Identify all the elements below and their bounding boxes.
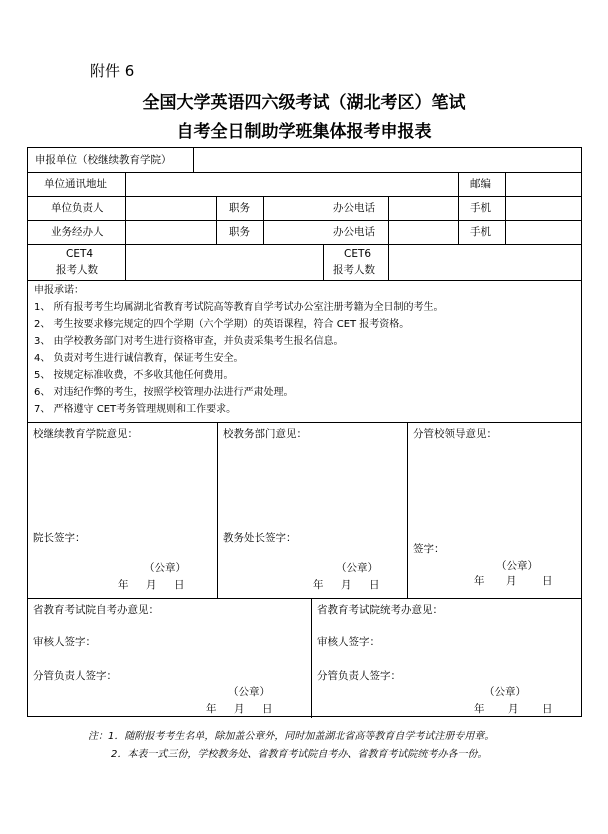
attachment-label: 附件 6 [90, 62, 135, 80]
applicant-unit-field[interactable] [200, 151, 570, 169]
postcode-label: 邮编 [470, 178, 491, 190]
cet4-count-field[interactable] [130, 247, 318, 277]
address-label: 单位通讯地址 [44, 178, 107, 190]
unit-head-phone-label: 办公电话 [333, 202, 375, 214]
unit-head-mobile-field[interactable] [510, 199, 576, 217]
examdept-opinion-label: 省教育考试院统考办意见： [317, 604, 443, 616]
leader-signature-label: 签字： [413, 543, 445, 555]
college-seal-label: （公章） [144, 562, 186, 574]
leader-day-label: 日 [542, 575, 553, 587]
cet4-label: CET4 [66, 248, 94, 260]
col-divider [217, 422, 218, 598]
unit-head-field[interactable] [130, 199, 212, 217]
leader-month-label: 月 [506, 575, 517, 587]
leader-year-label: 年 [474, 575, 485, 587]
handler-mobile-field[interactable] [510, 223, 576, 241]
applicant-unit-label: 申报单位（校继续教育学院） [35, 154, 172, 166]
academic-year-label: 年 [313, 579, 324, 591]
col-divider [458, 172, 459, 244]
handler-mobile-label: 手机 [470, 226, 491, 238]
pledge-item: 7、 严格遵守 CET考务管理规则和工作要求。 [34, 404, 237, 415]
academic-day-label: 日 [369, 579, 380, 591]
academic-signature-label: 教务处长签字： [223, 532, 297, 544]
handler-phone-label: 办公电话 [333, 226, 375, 238]
col-divider [125, 172, 126, 280]
college-opinion-label: 校继续教育学院意见： [33, 428, 138, 440]
cet6-label: CET6 [344, 248, 372, 260]
col-divider [311, 598, 312, 718]
pledge-item: 2、 考生按要求修完规定的四个学期（六个学期）的英语课程，符合 CET 报考资格。 [34, 319, 410, 330]
footnote-2: 2．本表一式三份，学校教务处、省教育考试院自考办、省教育考试院统考办各一份。 [111, 749, 488, 760]
examdept-seal-label: （公章） [484, 686, 526, 698]
academic-month-label: 月 [341, 579, 352, 591]
pledge-item: 5、 按规定标准收费，不多收其他任何费用。 [34, 370, 234, 381]
row-divider [28, 598, 581, 599]
row-divider [28, 244, 581, 245]
row-divider [28, 220, 581, 221]
selfexam-charge-label: 分管负责人签字： [33, 670, 117, 682]
academic-seal-label: （公章） [336, 562, 378, 574]
application-form-table [27, 147, 582, 717]
examdept-charge-label: 分管负责人签字： [317, 670, 401, 682]
leader-seal-label: （公章） [496, 560, 538, 572]
college-day-label: 日 [174, 579, 185, 591]
cet4-count-label: 报考人数 [56, 264, 98, 276]
handler-label: 业务经办人 [51, 226, 104, 238]
pledge-item: 3、 由学校教务部门对考生进行资格审查，并负责采集考生报名信息。 [34, 336, 344, 347]
selfexam-month-label: 月 [234, 703, 245, 715]
cet6-count-field[interactable] [393, 247, 576, 277]
academic-opinion-label: 校教务部门意见： [223, 428, 307, 440]
col-divider [388, 196, 389, 280]
col-divider [193, 148, 194, 172]
col-divider [407, 422, 408, 598]
form-title-line-1: 全国大学英语四六级考试（湖北考区）笔试 [142, 93, 466, 113]
academic-opinion-field[interactable] [223, 446, 401, 526]
unit-head-mobile-label: 手机 [470, 202, 491, 214]
selfexam-seal-label: （公章） [228, 686, 270, 698]
examdept-day-label: 日 [542, 703, 553, 715]
pledge-item: 1、 所有报考考生均属湖北省教育考试院高等教育自学考试办公室注册考籍为全日制的考生。 [34, 302, 444, 313]
unit-head-phone-field[interactable] [393, 199, 453, 217]
unit-head-position-label: 职务 [229, 202, 250, 214]
form-title-line-2: 自考全日制助学班集体报考申报表 [176, 122, 432, 142]
examdept-year-label: 年 [474, 703, 485, 715]
row-divider [28, 422, 581, 423]
postcode-field[interactable] [510, 175, 576, 193]
college-month-label: 月 [146, 579, 157, 591]
selfexam-reviewer-label: 审核人签字： [33, 636, 96, 648]
footnote-1: 注：1．随附报考考生名单，除加盖公章外，同时加盖湖北省高等教育自学考试注册专用章。 [88, 731, 495, 742]
handler-phone-field[interactable] [393, 223, 453, 241]
handler-field[interactable] [130, 223, 212, 241]
row-divider [28, 196, 581, 197]
handler-position-label: 职务 [229, 226, 250, 238]
col-divider [505, 172, 506, 244]
col-divider [263, 196, 264, 244]
leader-opinion-field[interactable] [413, 446, 573, 526]
selfexam-year-label: 年 [206, 703, 217, 715]
dean-signature-label: 院长签字： [33, 532, 86, 544]
examdept-reviewer-label: 审核人签字： [317, 636, 380, 648]
college-year-label: 年 [118, 579, 129, 591]
cet6-count-label: 报考人数 [333, 264, 375, 276]
col-divider [323, 244, 324, 280]
examdept-month-label: 月 [508, 703, 519, 715]
address-field[interactable] [130, 175, 452, 193]
college-opinion-field[interactable] [33, 446, 211, 526]
pledge-item: 6、 对违纪作弊的考生，按照学校管理办法进行严肃处理。 [34, 387, 294, 398]
selfexam-opinion-label: 省教育考试院自考办意见： [33, 604, 159, 616]
row-divider [28, 172, 581, 173]
pledge-item: 4、 负责对考生进行诚信教育，保证考生安全。 [34, 353, 244, 364]
unit-head-label: 单位负责人 [51, 202, 104, 214]
selfexam-day-label: 日 [262, 703, 273, 715]
col-divider [216, 196, 217, 244]
pledge-title: 申报承诺： [34, 285, 84, 296]
row-divider [28, 280, 581, 281]
leader-opinion-label: 分管校领导意见： [413, 428, 497, 440]
